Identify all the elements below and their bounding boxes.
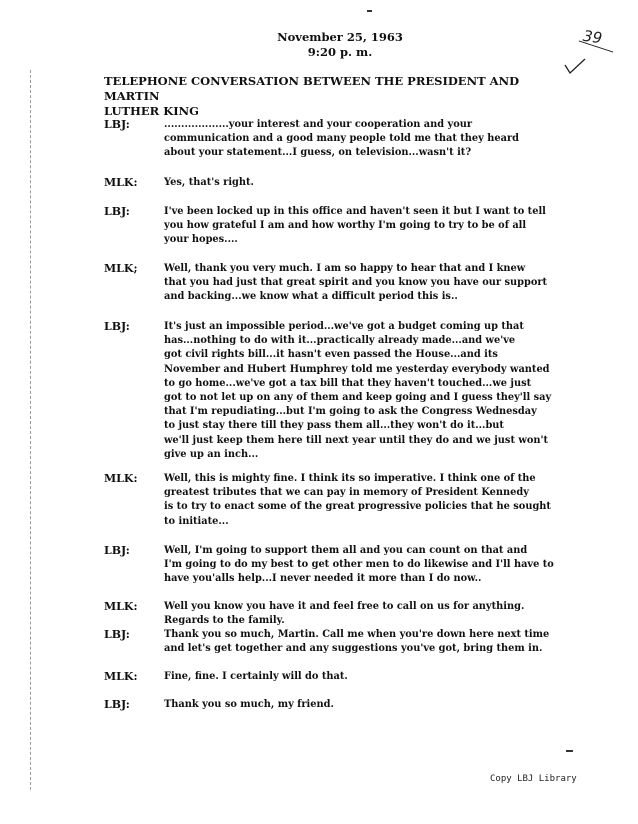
page-number: 39 xyxy=(581,26,604,48)
speech-text xyxy=(164,118,604,161)
speech-line: I've been locked up in this office and haven't seen it but I want to tell xyxy=(164,206,546,217)
speech-text xyxy=(164,698,604,712)
speaker-label: LBJ: xyxy=(104,698,130,711)
speech-line: Thank you so much, my friend. xyxy=(164,699,334,710)
title-line: LUTHER KING xyxy=(104,104,199,118)
speech-line: and let's get together and any suggestions you've got, bring them in. xyxy=(164,643,543,655)
date: November 25, 1963 xyxy=(277,30,403,44)
speech-line: is to try to enact some of the great progressive policies that he sought xyxy=(164,501,551,513)
margin-rule xyxy=(30,70,31,790)
speech-line: your hopes.... xyxy=(164,234,238,246)
speech-line: Fine, fine. I certainly will do that. xyxy=(164,671,348,682)
speech-line: about your statement...I guess, on television...wasn't it? xyxy=(164,147,472,159)
speech-line: and backing...we know what a difficult period this is.. xyxy=(164,291,458,303)
speech-line: that I'm repudiating...but I'm going to ask the Congress Wednesday xyxy=(164,406,537,418)
speech-line: has...nothing to do with it...practically already made...and we've xyxy=(164,335,516,347)
speech-text xyxy=(164,176,604,190)
scan-mark xyxy=(566,750,573,752)
speaker-label: LBJ: xyxy=(104,628,130,641)
speech-line: I'm going to do my best to get other men to do likewise and I'll have to xyxy=(164,559,554,571)
speaker-label: MLK: xyxy=(104,600,138,613)
speaker-label: LBJ: xyxy=(104,544,130,557)
speech-text xyxy=(164,205,604,248)
speaker-label: MLK: xyxy=(104,176,138,189)
speaker-label: MLK: xyxy=(104,670,138,683)
speaker-label: MLK: xyxy=(104,472,138,485)
speaker-label: MLK; xyxy=(104,262,138,275)
speech-line: you how grateful I am and how worthy I'm going to try to be of all xyxy=(164,220,527,232)
speech-line: to initiate... xyxy=(164,515,229,527)
speech-line: Thank you so much, Martin. Call me when you're down here next time xyxy=(164,629,550,640)
speech-line: got to not let up on any of them and keep going and I guess they'll say xyxy=(164,392,552,404)
speaker-label: LBJ: xyxy=(104,205,130,218)
speech-line: got civil rights bill...it hasn't even passed the House...and its xyxy=(164,349,498,361)
speech-line: Well you know you have it and feel free to call on us for anything. xyxy=(164,601,525,612)
speech-line: greatest tributes that we can pay in memory of President Kennedy xyxy=(164,487,529,499)
speech-line: It's just an impossible period...we've got a budget coming up that xyxy=(164,321,524,332)
speech-text xyxy=(164,262,604,305)
time: 9:20 p. m. xyxy=(307,45,373,59)
speech-text xyxy=(164,670,604,684)
speech-line: Regards to the family. xyxy=(164,615,285,627)
speech-line: give up an inch... xyxy=(164,448,259,460)
speech-line: communication and a good many people told me that they heard xyxy=(164,133,519,145)
speech-text xyxy=(164,600,604,628)
speech-text xyxy=(164,320,604,462)
speech-line: we'll just keep them here till next year until they do and we just won't xyxy=(164,434,549,446)
speech-line: Yes, that's right. xyxy=(164,177,254,188)
title-line: TELEPHONE CONVERSATION BETWEEN THE PRESIDENT AND MARTIN xyxy=(104,74,520,103)
speech-text xyxy=(164,544,604,587)
speech-line: Well, I'm going to support them all and you can count on that and xyxy=(164,545,528,556)
speech-line: to go home...we've got a tax bill that they haven't touched...we just xyxy=(164,377,532,389)
speech-text xyxy=(164,472,604,529)
document-title xyxy=(104,74,574,119)
speech-line: Well, thank you very much. I am so happy to hear that and I knew xyxy=(164,263,526,274)
speech-line: have you'alls help...I never needed it more than I do now.. xyxy=(164,573,482,585)
speech-line: to just stay there till they pass them all...they won't do it...but xyxy=(164,420,504,432)
archive-footer: Copy LBJ Library xyxy=(490,774,577,784)
speech-line: ...................your interest and your cooperation and your xyxy=(164,119,473,130)
speaker-label: LBJ: xyxy=(104,320,130,333)
speech-text xyxy=(164,628,604,656)
speech-line: November and Hubert Humphrey told me yesterday everybody wanted xyxy=(164,363,550,375)
dateline xyxy=(240,30,440,60)
speech-line: Well, this is mighty fine. I think its so imperative. I think one of the xyxy=(164,473,536,484)
scan-mark xyxy=(367,10,372,12)
speech-line: that you had just that great spirit and you know you have our support xyxy=(164,277,548,289)
speaker-label: LBJ: xyxy=(104,118,130,131)
